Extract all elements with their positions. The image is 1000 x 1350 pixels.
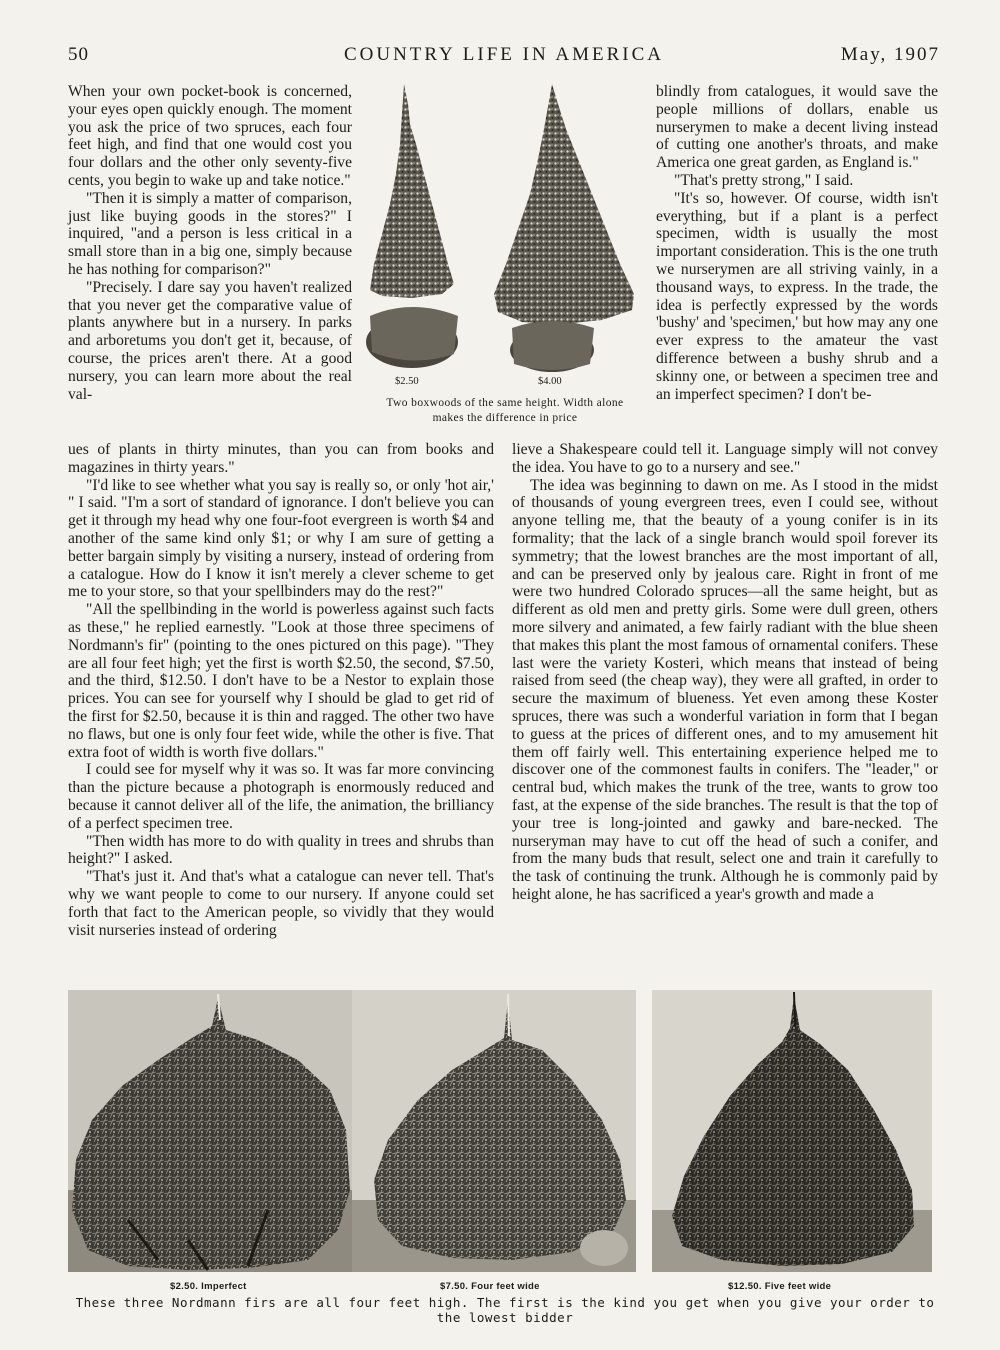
boxwood-caption [362,396,648,426]
page-header [68,44,940,74]
article-column-right [656,83,938,403]
paragraph: "That's just it. And that's what a catalogue can never tell. That's why we want people to come to our nursery. If anyone could set forth that fact to the American people, so vividly that they would visit nurseries instead of ordering [68,868,494,939]
paragraph: I could see for myself why it was so. It was far more convincing than the picture because a photograph is enormously reduced and because it cannot deliver all of the life, the animation, the brilliancy of a perfect specimen tree. [68,761,494,832]
paragraph: "It's so, however. Of course, width isn't everything, but if a plant is a perfect specimen, width is usually the most important consideration. This is the one truth we nurserymen are all striving vainly, in a thousand ways, to express. In the trade, the idea is perfectly expressed by the words 'bushy' and 'specimen,' but how may any one ever express to the amateur the vast difference between a bushy shrub and a skinny one, or between a specimen tree and an imperfect specimen? I don't be- [656,189,938,403]
magazine-title: COUNTRY LIFE IN AMERICA [343,44,665,65]
issue-date: May, 1907 [840,44,940,65]
paragraph: "Then it is simply a matter of comparison, just like buying goods in the stores?" I inquired, "and a person is less critical in a small store than in a big one, simply because he has nothing for comparison?" [68,189,352,278]
boxwood-price-right: $4.00 [538,376,562,387]
paragraph: "All the spellbinding in the world is powerless against such facts as these," he replied earnestly. "Look at those three specimens of Nordmann's fir" (pointing to the ones pictured on this page). "They are all four feet high; yet the first is worth $2.50, the second, $7.50, and the third, $12.50. I don't have to be a Nestor to explain those prices. You can see for yourself why I should be glad to get rid of the first for $2.50, because it is thin and ragged. The other two have no flaws, but one is only four feet wide, while the other is five. That extra foot of width is worth five dollars." [68,601,494,761]
article-column-left [68,83,352,403]
fir-photo-imperfect [68,990,352,1272]
paragraph: ues of plants in thirty minutes, than you can from books and magazines in thirty years." [68,441,494,476]
paragraph: The idea was beginning to dawn on me. As I stood in the midst of thousands of young evergreen trees, even I could see, without anyone telling me, that the beauty of a young conifer is in its formality; that the lack of a single branch would spoil forever its symmetry; that the lowest branches are the most important of all, and can be preserved only by jealous care. Right in front of me were two hundred Colorado spruces—all the same height, but as different as old men and pretty girls. Some were dull green, others more silvery and animated, a few fairly radiant with the blue sheen that makes this plant the most famous of ornamental conifers. These last were the variety Kosteri, which means that instead of being raised from seed (the cheap way), they were all grafted, in order to secure the maximum of blueness. Yet even among these Koster spruces, there was such a wonderful variation in form that I began to guess at the prices of different ones, and to my amusement hit them off fairly well. This entertaining experience helped me to discover one of the commonest faults in conifers. The "leader," or central bud, which makes the trunk of the tree, wants to grow too fast, at the expense of the side branches. The result is that the top of your tree is long-jointed and gawky and bare-necked. The nurseryman may have to cut off the head of such a conifer, and from the many buds that result, select one and train it carefully to the task of continuing the trunk. Although he is commonly paid by height alone, he has sacrificed a year's growth and made a [512,476,938,903]
paragraph: "Then width has more to do with quality in trees and shrubs than height?" I asked. [68,832,494,868]
fir-figure [68,990,932,1272]
fir-label-imperfect: $2.50. Imperfect [170,1281,247,1292]
fir-caption: These three Nordmann firs are all four feet high. The first is the kind you get when you give your order to the lowest bidder [75,1295,935,1325]
paragraph: lieve a Shakespeare could tell it. Language simply will not convey the idea. You have to go to a nursery and see." [512,441,938,476]
fir-photo-five-feet-wide [652,990,932,1272]
paragraph: "Precisely. I dare say you haven't realized that you never get the comparative value of plants anywhere but in a nursery. In parks and arboretums you don't get it, because, of course, the prices aren't there. At a good nursery, you can learn more about the real val- [68,278,352,403]
fir-photo-four-feet-wide [352,990,636,1272]
article-column-left-lower [68,441,494,939]
paragraph: When your own pocket-book is concerned, your eyes open quickly enough. The moment you ask the price of two spruces, each four feet high, and find that one would cost you four dollars and the other only seventy-five cents, you begin to wake up and take notice." [68,83,352,189]
boxwood-price-left: $2.50 [395,376,419,387]
boxwood-left-tree [366,84,458,368]
paragraph: "I'd like to see whether what you say is really so, or only 'hot air,' " I said. "I'm a sort of standard of ignorance. I don't believe you can get it through my head why one four-foot evergreen is worth $4 and another of the same kind only $1; or why I am sure of getting a better bargain simply by visiting a nursery, instead of ordering from a catalogue. How do I know it isn't merely a clever scheme to get me to your store, so that your spellbinders may do the rest?" [68,476,494,601]
boxwood-right-tree [494,84,634,372]
fir-label-five-feet: $12.50. Five feet wide [728,1281,832,1292]
fir-label-four-feet: $7.50. Four feet wide [440,1281,540,1292]
boxwood-caption-line: makes the difference in price [432,412,578,424]
boxwood-figure [362,84,648,429]
article-column-right-lower [512,441,938,904]
boxwood-photo [362,84,648,374]
paragraph: blindly from catalogues, it would save the people millions of dollars, enable us nurserymen to make a decent living instead of cutting one another's throats, and make America one great garden, as England is." [656,83,938,172]
boxwood-caption-line: Two boxwoods of the same height. Width alone [386,397,624,409]
page-number: 50 [68,44,89,65]
paragraph: "That's pretty strong," I said. [674,171,854,189]
